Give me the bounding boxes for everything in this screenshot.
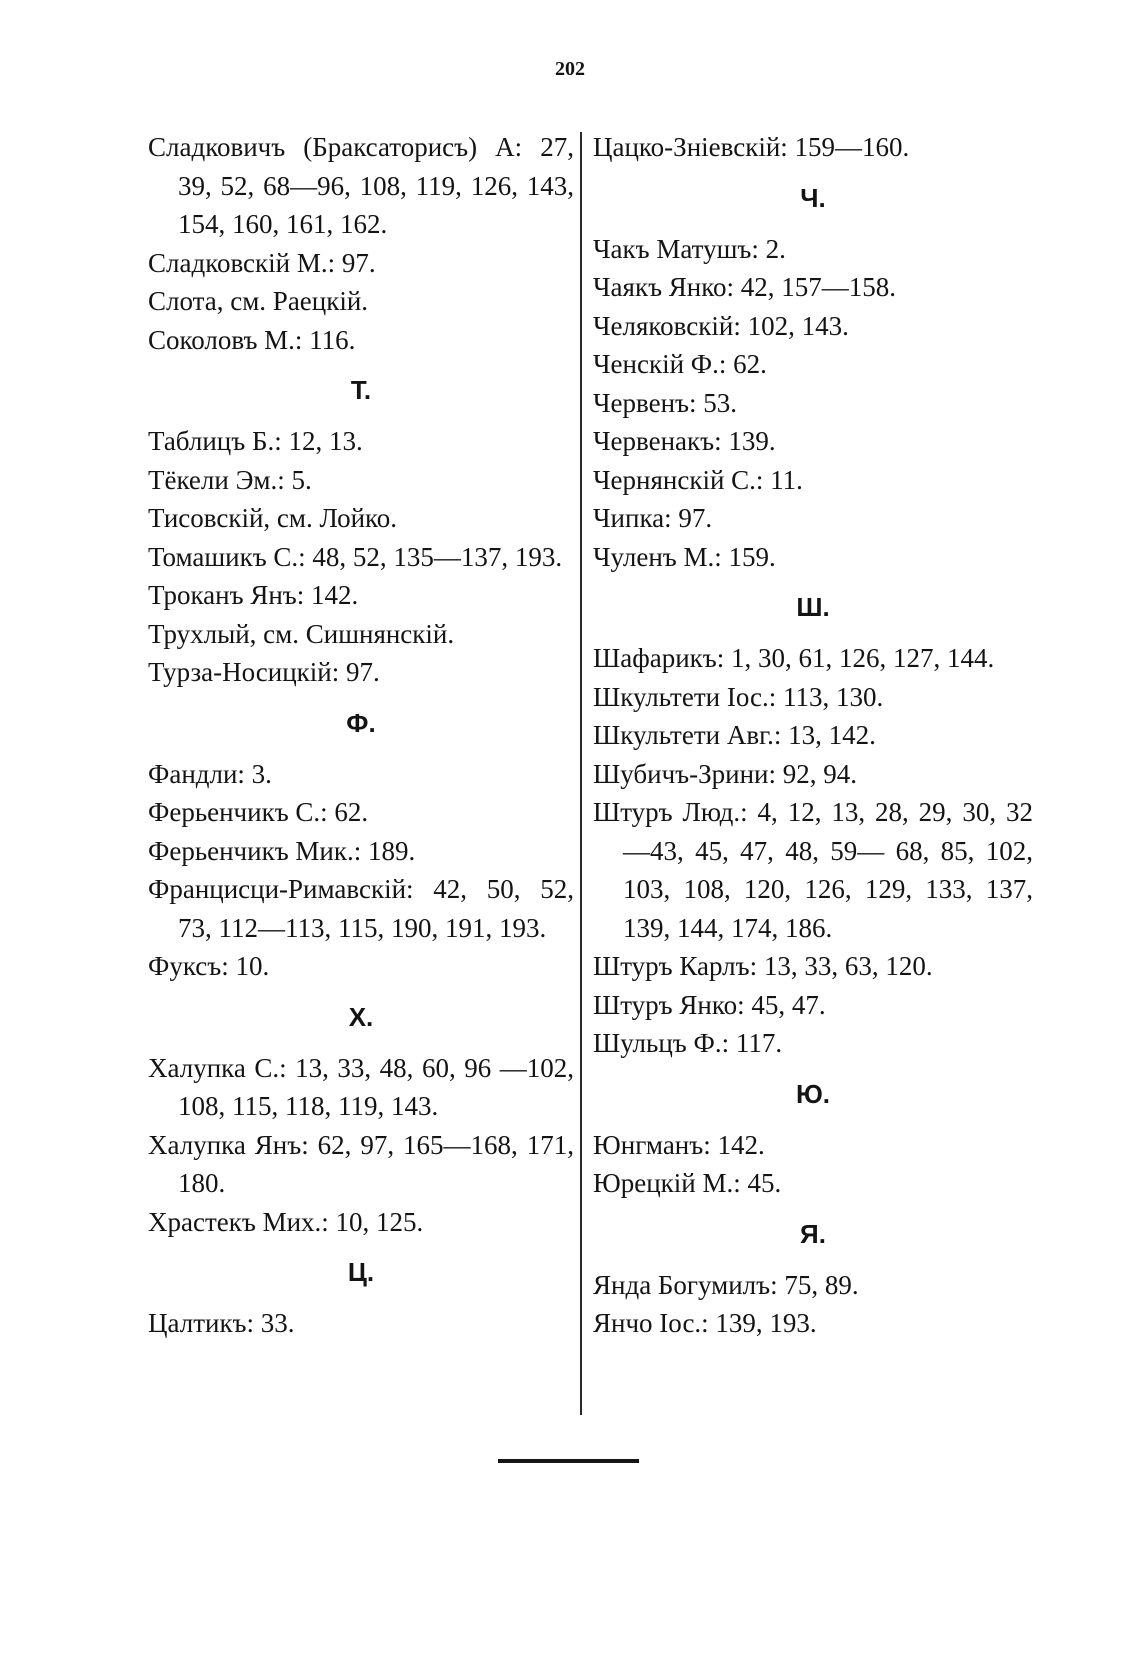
index-entry: Таблицъ Б.: 12, 13. [148,426,363,456]
index-entry: Шкультети Авг.: 13, 142. [593,720,876,750]
index-entry: Червенакъ: 139. [593,426,776,456]
index-entry: Томашикъ С.: 48, 52, 135—137, 193. [148,541,563,572]
index-entry: Шубичъ-Зрини: 92, 94. [593,758,857,789]
column-divider [580,132,582,1415]
index-entry: Чуленъ М.: 159. [593,541,776,572]
section-letter: Ш. [796,592,830,622]
index-entry: Юрецкій М.: 45. [593,1168,782,1198]
index-entry: Францисци-Римавскій: 42, 50, 52, 73, 112—113, 115, 190, 191, 193. [148,874,574,943]
index-entry: Сладковичъ (Браксаторисъ) А: 27, 39, 52, 68—96, 108, 119, 126, 143, 154, 160, 161, 162. [148,132,574,239]
section-letter: Я. [800,1218,826,1249]
index-entry: Шафарикъ: 1, 30, 61, 126, 127, 144. [593,643,995,673]
end-rule [498,1459,639,1463]
index-entry: Чаякъ Янко: 42, 157—158. [593,272,896,302]
index-entry: Шкультети Іос.: 113, 130. [593,681,884,712]
index-entry: Тисовскій, см. Лойко. [148,503,398,533]
index-entry: Чакъ Матушъ: 2. [593,233,786,264]
index-entry: Чернянскій С.: 11. [593,464,803,495]
index-entry: Халупка С.: 13, 33, 48, 60, 96 —102, 108, 115, 118, 119, 143. [148,1052,574,1121]
section-letter: Ц. [347,1257,375,1287]
index-entry: Ферьенчикъ Мик.: 189. [148,835,416,866]
index-entry: Штуръ Карлъ: 13, 33, 63, 120. [593,951,933,981]
index-entry: Тёкели Эм.: 5. [148,464,312,495]
index-entry: Червенъ: 53. [593,387,738,418]
index-entry: Ферьенчикъ С.: 62. [148,797,369,827]
index-entry: Фандли: 3. [148,758,272,789]
section-letter: Ч. [800,182,826,213]
index-entry: Чипка: 97. [593,503,713,533]
index-entry: Троканъ Янъ: 142. [148,580,359,610]
index-entry: Сладковскій М.: 97. [148,247,376,278]
index-entry: Челяковскій: 102, 143. [593,310,849,341]
index-column-left [148,128,574,1343]
index-entry: Храстекъ Мих.: 10, 125. [148,1206,424,1237]
section-letter: Ф. [346,707,376,738]
index-entry: Соколовъ М.: 116. [148,324,356,355]
index-entry: Турза-Носицкій: 97. [148,657,380,687]
index-entry: Халупка Янъ: 62, 97, 165—168, 171, 180. [148,1129,574,1198]
index-entry: Цалтикъ: 33. [148,1308,295,1338]
section-letter: Х. [348,1001,374,1032]
index-entry: Слота, см. Раецкій. [148,286,369,316]
index-entry: Ченскій Ф.: 62. [593,349,767,379]
index-entry: Штуръ Люд.: 4, 12, 13, 28, 29, 30, 32—43, 45, 47, 48, 59— 68, 85, 102, 103, 108, 120, 126, 129, 133, 137, 139, 144, 174, 186. [593,797,1033,943]
index-entry: Штуръ Янко: 45, 47. [593,989,826,1020]
index-entry: Цацко-Зніевскій: 159—160. [593,132,910,162]
index-entry: Янда Богумилъ: 75, 89. [593,1269,859,1300]
index-entry: Янчо Іос.: 139, 193. [593,1308,817,1338]
section-letter: Т. [350,375,372,405]
index-entry: Юнгманъ: 142. [593,1129,765,1160]
index-entry: Трухлый, см. Сишнянскій. [148,618,455,649]
section-letter: Ю. [795,1078,831,1109]
page-number: 202 [555,58,585,80]
index-entry: Шульцъ Ф.: 117. [593,1028,783,1058]
index-column-right [593,128,1033,1343]
index-entry: Фуксъ: 10. [148,951,270,981]
